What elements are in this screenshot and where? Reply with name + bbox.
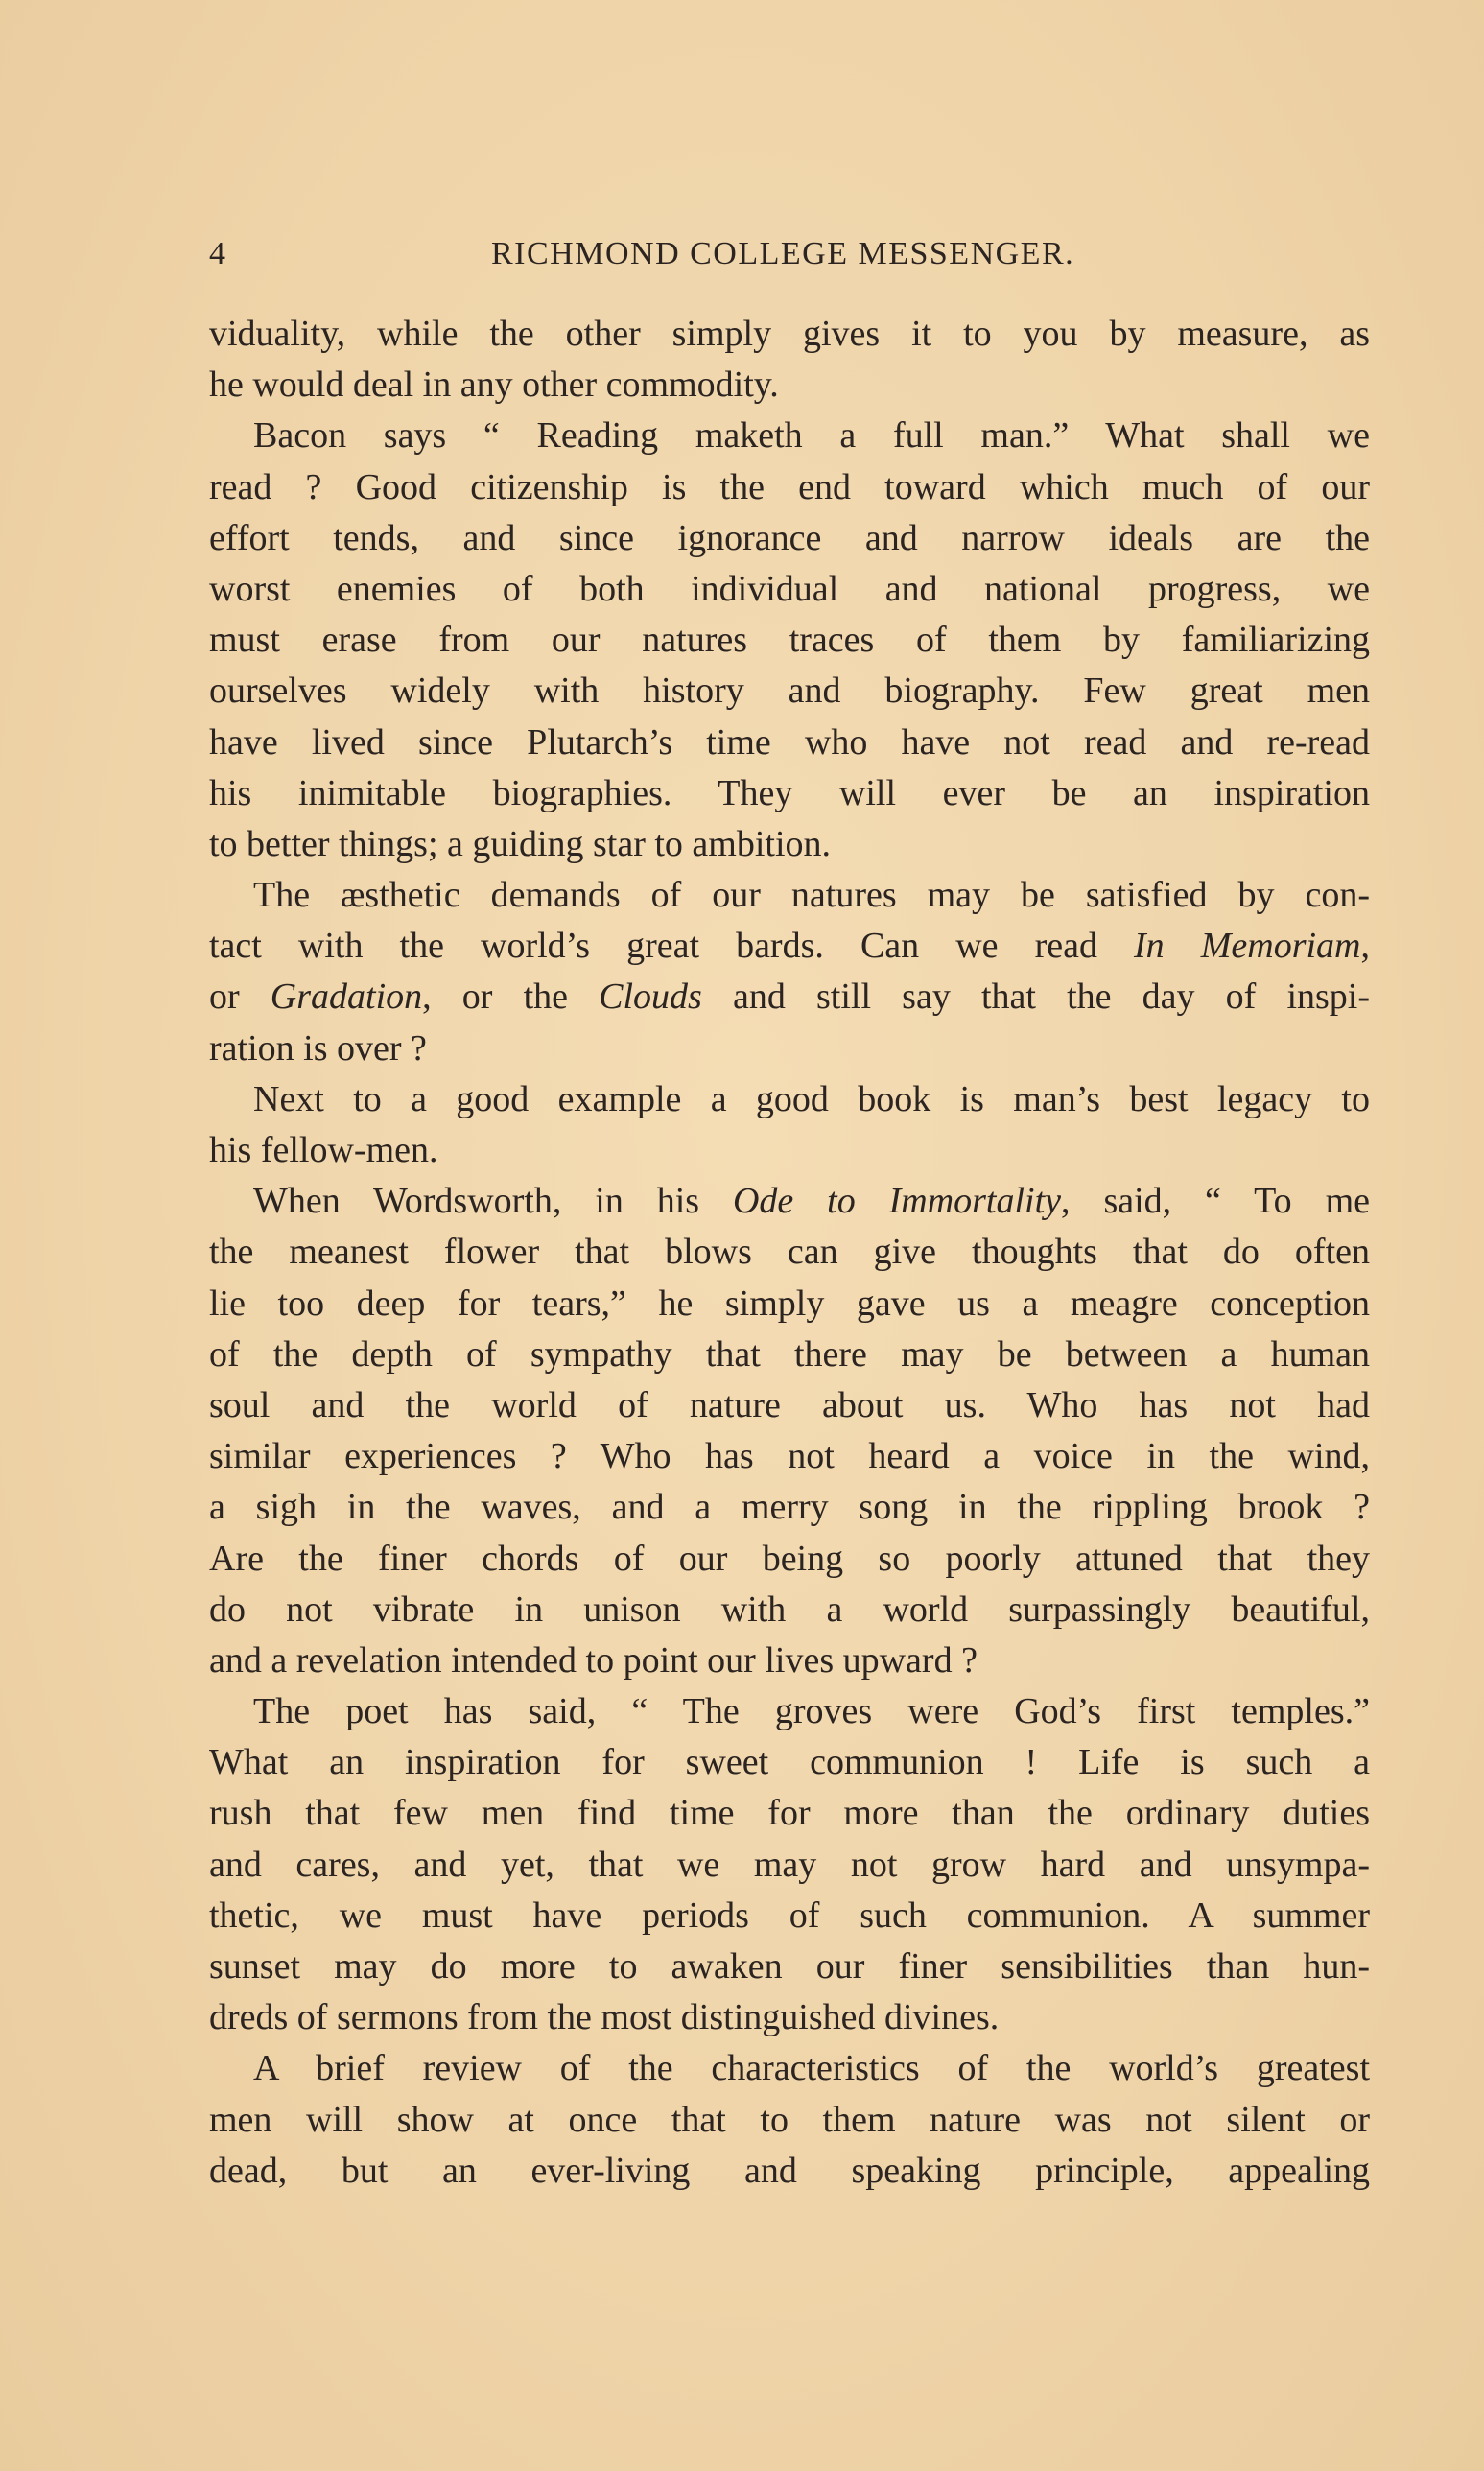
text-line: ration is over ? [209,1027,427,1069]
text-line: to better things; a guiding star to ambition. [209,823,832,864]
text-line: lie too deep for tears,” he simply gave us a meagre conception [209,1283,1370,1324]
text-line: and cares, and yet, that we may not grow hard and unsympa- [209,1844,1370,1885]
text-line: worst enemies of both individual and national progress, we [209,568,1370,609]
text-line: have lived since Plutarch’s time who have not read and re-read [209,721,1370,763]
text-line: and a revelation intended to point our lives upward ? [209,1639,978,1681]
text-line [209,921,1370,972]
text-line: of the depth of sympathy that there may be between a human [209,1333,1370,1375]
journal-title: RICHMOND COLLEGE MESSENGER. [491,236,1075,271]
text-line: a sigh in the waves, and a merry song in the rippling brook ? [209,1487,1370,1528]
text-run: or [209,977,271,1018]
italic-title: Ode to Immortality [732,1181,1062,1222]
text-line: men will show at once that to them nature was not silent or [209,2099,1370,2140]
running-head [209,236,1370,280]
text-line [209,972,1370,1023]
body-text [209,309,1370,2197]
text-run: , [1360,926,1370,967]
italic-title: Clouds [599,977,702,1018]
text-line: The poet has said, “ The groves were God’s first temples.” [253,1691,1370,1732]
text-line: he would deal in any other commodity. [209,365,779,406]
text-line: A brief review of the characteristics of the world’s greatest [253,2048,1370,2089]
text-line: similar experiences ? Who has not heard a voice in the wind, [209,1436,1370,1477]
text-line: read ? Good citizenship is the end toward which much of our [209,466,1370,507]
text-line: Bacon says “ Reading maketh a full man.” What shall we [253,415,1370,457]
text-line: Are the finer chords of our being so poorly attuned that they [209,1538,1370,1579]
page-number: 4 [209,236,227,271]
text-line: dead, but an ever-living and speaking principle, appealing [209,2150,1370,2191]
italic-title: Gradation [270,977,423,1018]
text-line: must erase from our natures traces of them by familiarizing [209,620,1370,661]
text-line: his inimitable biographies. They will ever be an inspiration [209,772,1370,813]
text-line: thetic, we must have periods of such communion. A summer [209,1894,1370,1936]
text-run: and still say that the day of inspi- [701,977,1370,1018]
text-run: , said, “ To me [1061,1181,1370,1222]
text-run: When Wordsworth, in his [253,1181,733,1222]
text-line: What an inspiration for sweet communion ! Life is such a [209,1742,1370,1783]
text-line: Next to a good example a good book is man’s best legacy to [253,1078,1370,1119]
text-line: dreds of sermons from the most distinguished divines. [209,1997,1000,2038]
text-line: his fellow-men. [209,1130,438,1170]
text-line: ourselves widely with history and biography. Few great men [209,671,1370,712]
text-run: , or the [422,977,600,1018]
text-line: the meanest flower that blows can give thoughts that do often [209,1232,1370,1273]
text-line: effort tends, and since ignorance and narrow ideals are the [209,517,1370,558]
text-line: The æsthetic demands of our natures may be satisfied by con- [253,875,1370,916]
text-line: sunset may do more to awaken our finer sensibilities than hun- [209,1946,1370,1987]
text-line [209,1176,1370,1227]
text-line: soul and the world of nature about us. Who has not had [209,1384,1370,1425]
text-line: do not vibrate in unison with a world surpassingly beautiful, [209,1588,1370,1630]
text-run: tact with the world’s great bards. Can we read [209,926,1135,967]
text-line: viduality, while the other simply gives it to you by measure, as [209,314,1370,354]
text-line: rush that few men find time for more than the ordinary duties [209,1793,1370,1834]
italic-title: In Memoriam [1134,926,1361,967]
